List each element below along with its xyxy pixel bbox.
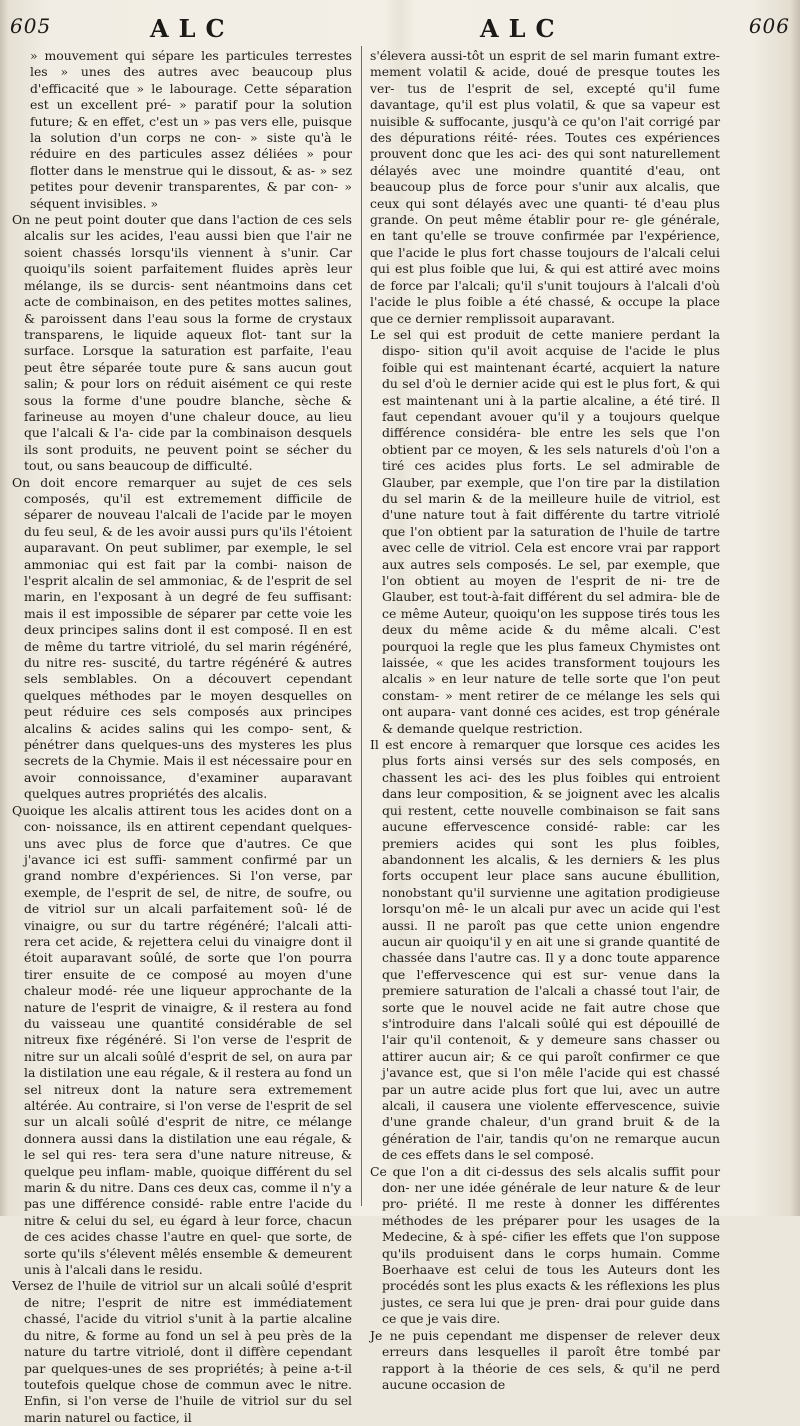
right-text-column [370, 48, 720, 1392]
paragraph: Versez de l'huile de vitriol sur un alcali soûlé d'esprit de nitre; l'esprit de nitre est immédiatement chassé, l'acide du vitriol s'unit à la partie alcaline du nitre, & forme au fond un sel à peu près de la nature du tartre vitriolé, dont il diffère cependant par quelques-unes de ses propriétés; à peine a-t-il toutefois quelque chose de commun avec le nitre. Enfin, si l'on verse de l'huile de vitriol sur du sel marin naturel ou factice, il [12, 1278, 352, 1425]
right-running-head: ALC [480, 14, 565, 43]
left-page-edge [0, 0, 8, 1216]
right-page-edge [790, 0, 800, 1216]
paragraph: On ne peut point douter que dans l'action de ces sels alcalis sur les acides, l'eau aussi bien que l'air ne soient chassés lorsqu'ils viennent à s'unir. Car quoiqu'ils soient parfaitement fluides après leur mélange, ils se durcis- sent néantmoins dans cet acte de combinaison, en des petites mottes salines, & paroissent dans l'eau sous la forme de crystaux transparens, le liquide aqueux flot- tant sur la surface. Lorsque la saturation est parfaite, l'eau peut être séparée toute pure & sans aucun gout salin; & pour lors on réduit aisément ce qui reste sous la forme d'une poudre blanche, sèche & farineuse au moyen d'une chaleur douce, au lieu que l'alcali & l'a- cide par la combinaison desquels ils sont produits, ne peuvent point se sécher du tout, ou sans beaucoup de difficulté. [12, 212, 352, 474]
paragraph: s'élevera aussi-tôt un esprit de sel marin fumant extre- mement volatil & acide, doué de presque toutes les ver- tus de l'esprit de sel, excepté qu'il fume davantage, qu'il est plus volatil, & que sa vapeur est nuisible & suffocante, jusqu'à ce qu'on l'ait corrigé par des dépurations réité- rées. Toutes ces expériences prouvent donc que les aci- des qui sont naturellement délayés avec une moindre quantité d'eau, ont beaucoup plus de force pour s'unir aux alcalis, que ceux qui sont délayés avec une quanti- té d'eau plus grande. On peut même établir pour re- gle générale, en tant qu'elle se trouve confirmée par l'expérience, que l'acide le plus fort chasse toujours de l'alcali celui qui est plus foible que lui, & qui est attiré avec moins de force par l'alcali; qu'il s'unit toujours à l'alcali d'où l'acide le plus foible a été chassé, & occupe la place que ce dernier remplissoit auparavant. [370, 48, 720, 326]
paragraph: Je ne puis cependant me dispenser de relever deux erreurs dans lesquelles il paroît être tombé par rapport à la théorie de ces sels, & qu'il ne perd aucune occasion de [370, 1327, 720, 1392]
paragraph: Le sel qui est produit de cette maniere perdant la dispo- sition qu'il avoit acquise de l'acide le plus foible qui est maintenant écarté, acquiert la nature du sel d'où le dernier acide qui est le plus fort, & qui est maintenant uni à la partie alcaline, a été tiré. Il faut cependant avouer qu'il y a toujours quelque différence considéra- ble entre les sels que l'on obtient par ce moyen, & les sels naturels d'où l'on a tiré ces acides plus forts. Le sel admirable de Glauber, par exemple, que l'on tire par la distilation du sel marin & de la meilleure huile de vitriol, est d'une nature tout à fait différente du tartre vitriolé que l'on obtient par la saturation de l'huile de tartre avec celle de vitriol. Cela est encore vrai par rapport aux autres sels composés. Le sel, par exemple, que l'on obtient au moyen de l'esprit de ni- tre de Glauber, est tout-à-fait différent du sel admira- ble de ce même Auteur, quoiqu'on les suppose tirés tous les deux du même acide & du même alcali. C'est pourquoi la regle que les plus fameux Chymistes ont laissée, « que les acides transforment toujours les alcalis » en leur nature de telle sorte que l'on peut constam- » ment retirer de ce mélange les sels qui ont aupara- vant donné ces acides, est trop générale & demande quelque restriction. [370, 326, 720, 736]
left-running-head: ALC [150, 14, 235, 43]
right-page-number: 606 [748, 14, 790, 38]
paragraph: On doit encore remarquer au sujet de ces sels composés, qu'il est extremement difficile de séparer de nouveau l'alcali de l'acide par le moyen du feu seul, & de les avoir aussi purs qu'ils l'étoient auparavant. On peut sublimer, par exemple, le sel ammoniac qui est fait par la combi- naison de l'esprit alcalin de sel ammoniac, & de l'esprit de sel marin, en l'exposant à un degré de feu suffisant: mais il est impossible de séparer par cette voie les deux principes salins dont il est composé. Il en est de même du tartre vitriolé, du sel marin régénéré, du nitre res- suscité, du tartre régénéré & autres sels semblables. On a découvert cependant quelques méthodes par le moyen desquelles on peut réduire ces sels composés aux principes alcalins & acides salins qui les compo- sent, & pénétrer dans quelques-uns des mysteres les plus secrets de la Chymie. Mais il est nécessaire pour en avoir connoissance, d'examiner auparavant quelques autres propriétés des alcalis. [12, 474, 352, 802]
left-page-number: 605 [10, 14, 52, 38]
page-header [0, 8, 800, 48]
left-text-column [12, 48, 352, 1425]
paragraph: » mouvement qui sépare les particules terrestes les » unes des autres avec beaucoup plus d'efficacité que » le labourage. Cette séparation est un excellent pré- » paratif pour la solution future; & en effet, c'est un » pas vers elle, puisque la solution d'un corps ne con- » siste qu'à le réduire en des particules assez déliées » pour flotter dans le menstrue qui le dissout, & as- » sez petites pour devenir transparentes, & par con- » séquent invisibles. » [30, 48, 352, 211]
paragraph: Quoique les alcalis attirent tous les acides dont on a con- noissance, ils en attirent cependant quelques-uns avec plus de force que d'autres. Ce que j'avance ici est suffi- samment confirmé par un grand nombre d'expériences. Si l'on verse, par exemple, de l'esprit de sel, de nitre, de soufre, ou de vitriol sur un alcali parfaitement soû- lé de vinaigre, ou sur du tartre régénéré; l'alcali atti- rera cet acide, & rejettera celui du vinaigre dont il étoit auparavant soûlé, de sorte que l'on pourra tirer ensuite de ce composé au moyen d'une chaleur modé- rée une liqueur approchante de la nature de l'esprit de vinaigre, & il restera au fond du vaisseau une quantité considérable de sel nitreux fixe régénéré. Si l'on verse de l'esprit de nitre sur un alcali soûlé d'esprit de sel, on aura par la distilation une eau régale, & il restera au fond un sel nitreux dont la nature sera extremement altérée. Au contraire, si l'on verse de l'esprit de sel sur un alcali soûlé d'esprit de nitre, ce mélange donnera aussi dans la distilation une eau régale, & le sel qui res- tera sera d'une nature nitreuse, & quelque peu inflam- mable, quoique différent du sel marin & du nitre. Dans ces deux cas, comme il n'y a pas une différence considé- rable entre l'acide du nitre & celui du sel, eu égard à leur force, chacun de ces acides chasse l'autre en quel- que sorte, de sorte qu'ils s'élevent mêlés ensemble & demeurent unis à l'alcali dans le residu. [12, 802, 352, 1278]
paragraph: Ce que l'on a dit ci-dessus des sels alcalis suffit pour don- ner une idée générale de leur nature & de leur pro- priété. Il me reste à donner les différentes méthodes de les préparer pour les usages de la Medecine, & à spé- cifier les effets que l'on suppose qu'ils produisent dans le corps humain. Comme Boerhaave est celui de tous les Auteurs dont les procédés sont les plus exacts & les réflexions les plus justes, ce sera lui que je pren- drai pour guide dans ce que je vais dire. [370, 1163, 720, 1327]
column-divider [361, 46, 362, 1206]
paragraph: Il est encore à remarquer que lorsque ces acides les plus forts ainsi versés sur des sels composés, en chassent les aci- des les plus foibles qui entroient dans leur composition, & se joignent avec les alcalis qui restent, cette nouvelle combinaison se fait sans aucune effervescence considé- rable: car les premiers acides qui sont les plus foibles, abandonnent les alcalis, & les derniers & les plus forts occupent leur place sans aucune ébullition, nonobstant qu'il survienne une agitation prodigieuse lorsqu'on mê- le un alcali pur avec un acide qui l'est aussi. Il ne paroît pas que cette union engendre aucun air quoiqu'il y en ait une si grande quantité de chassée dans l'autre cas. Il y a donc toute apparence que l'effervescence qui est sur- venue dans la premiere saturation de l'alcali a chassé tout l'air, de sorte que le nouvel acide ne fait autre chose que s'introduire dans l'alcali soûlé qui est dépouillé de l'air qu'il contenoit, & y demeure sans chasser ou attirer aucun air; & ce qui paroît confirmer ce que j'avance est, que si l'on mêle l'acide qui est chassé par un autre acide plus fort que lui, avec un autre alcali, il causera une violente effervescence, suivie d'une grande chaleur, d'un grand bruit & de la génération de l'air, tandis qu'on ne remarque aucun de ces effets dans le sel composé. [370, 737, 720, 1163]
